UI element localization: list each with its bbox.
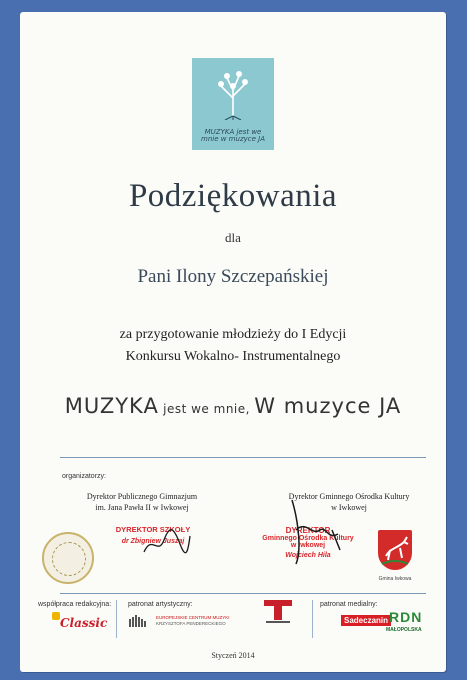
reason-line-1: za przygotowanie młodzieży do I Edycji [119,327,347,342]
music-tree-icon [213,68,253,120]
divider-bottom [60,593,426,594]
school-stamp-title: DYREKTOR SZKOŁY [115,525,191,534]
classic-logo: Classic [60,616,108,630]
crest-caption: Gmina Iwkowa [378,576,412,582]
school-line-1: Dyrektor Publicznego Gimnazjum [86,492,198,501]
separator-1 [116,600,117,638]
recipient-name: Pani Ilony Szczepańskiej [137,266,329,287]
culture-signature-icon [282,490,348,570]
theatre-logo-icon [262,600,294,626]
culture-stamp-title: DYREKTOR [285,526,331,535]
reason-text [20,324,446,368]
school-signature-icon [140,522,192,562]
culture-line-2: w Iwkowej [331,503,367,512]
penderecki-line-1: EUROPEJSKIE CENTRUM MUZYKI [156,615,230,620]
issue-date: Styczeń 2014 [211,651,255,660]
culture-line-1: Dyrektor Gminnego Ośrodka Kultury [288,492,410,501]
separator-2 [312,600,313,638]
municipality-crest-icon [378,530,412,570]
penderecki-line-2: KRZYSZTOFA PENDERECKIEGO [156,621,226,626]
media-label: patronat medialny: [320,601,378,608]
logo-caption: MUZYKA jest we mnie w muzyce JA [201,127,265,144]
artistic-label: patronat artystyczny: [128,601,193,608]
rdn-subtitle: MAŁOPOLSKA [386,627,422,633]
editorial-label: współpraca redakcyjna: [38,601,112,608]
school-seal-icon [42,532,94,584]
contest-logo [192,58,274,150]
page-title: Podziękowania [128,178,338,214]
certificate-sheet [20,12,446,672]
motto-part-2: jest we mnie, [158,402,255,416]
rdn-logo: RDN [389,609,423,625]
sadeczanin-logo: Sadeczanin [341,615,391,626]
classic-logo-icon [52,612,60,620]
school-line-2: im. Jana Pawła II w Iwkowej [95,503,189,512]
organizers-label: organizatorzy: [62,473,106,480]
organ-pipes-icon [128,615,154,627]
divider-top [60,457,426,458]
motto-part-1: MUZYKA [64,394,159,418]
culture-stamp-line-1: Gminnego Ośrodka Kultury [262,535,354,542]
for-label: dla [225,230,241,245]
motto-part-3: W muzyce JA [254,394,402,418]
school-stamp-name: dr Zbigniew Juszaj [121,538,185,545]
culture-stamp-name: Wojciech Hila [285,552,331,559]
culture-stamp-line-2: w Iwkowej [290,542,326,549]
contest-motto [20,394,446,418]
reason-line-2: Konkursu Wokalno- Instrumentalnego [125,349,341,364]
organizer-school [64,491,220,513]
